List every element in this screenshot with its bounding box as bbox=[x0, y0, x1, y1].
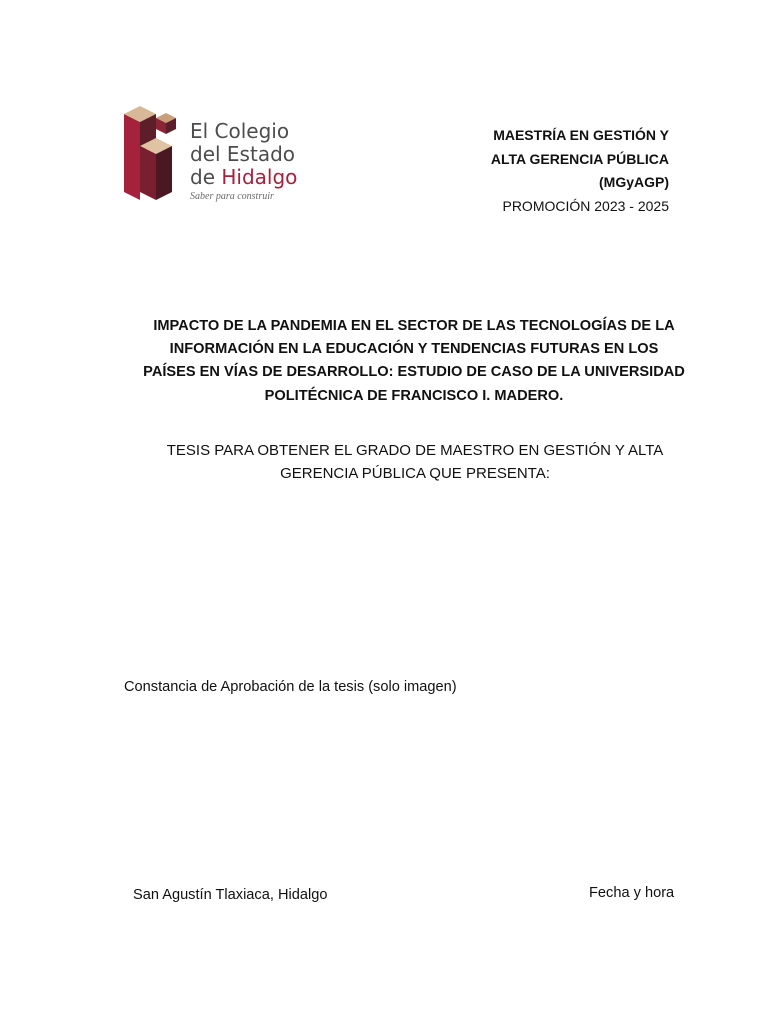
program-header bbox=[409, 124, 669, 218]
thesis-statement-line2: GERENCIA PÚBLICA QUE PRESENTA: bbox=[280, 465, 550, 482]
date-time-text: Fecha y hora bbox=[589, 885, 675, 901]
thesis-title-line1: IMPACTO DE LA PANDEMIA EN EL SECTOR DE LAS TECNOLOGÍAS DE LA bbox=[153, 318, 675, 334]
thesis-title bbox=[118, 315, 710, 408]
logo-emblem-icon bbox=[122, 104, 180, 202]
program-cohort: PROMOCIÓN 2023 - 2025 bbox=[502, 197, 669, 214]
thesis-title-line4: POLITÉCNICA DE FRANCISCO I. MADERO. bbox=[264, 387, 564, 404]
logo-wordmark-line3 bbox=[190, 166, 320, 189]
place-text: San Agustín Tlaxiaca, Hidalgo bbox=[133, 887, 328, 903]
logo-wordmark-accent: Hidalgo bbox=[221, 165, 298, 189]
institution-logo bbox=[122, 104, 312, 204]
logo-wordmark-line2: del Estado bbox=[190, 142, 295, 166]
thesis-title-line2: INFORMACIÓN EN LA EDUCACIÓN Y TENDENCIAS FUTURAS EN LOS bbox=[169, 341, 659, 358]
program-acronym: (MGyAGP) bbox=[599, 174, 669, 190]
approval-note: Constancia de Aprobación de la tesis (solo imagen) bbox=[124, 679, 457, 695]
thesis-statement-line1: TESIS PARA OBTENER EL GRADO DE MAESTRO EN GESTIÓN Y ALTA bbox=[166, 442, 664, 459]
logo-tagline: Saber para construir bbox=[190, 191, 274, 202]
logo-wordmark-line1: El Colegio bbox=[190, 119, 290, 143]
logo-wordmark-prefix: de bbox=[190, 165, 222, 189]
program-name-line1: MAESTRÍA EN GESTIÓN Y bbox=[493, 127, 669, 143]
thesis-statement bbox=[140, 439, 690, 485]
thesis-title-line3: PAÍSES EN VÍAS DE DESARROLLO: ESTUDIO DE CASO DE LA UNIVERSIDAD bbox=[143, 364, 685, 381]
program-name-line2: ALTA GERENCIA PÚBLICA bbox=[490, 150, 669, 167]
